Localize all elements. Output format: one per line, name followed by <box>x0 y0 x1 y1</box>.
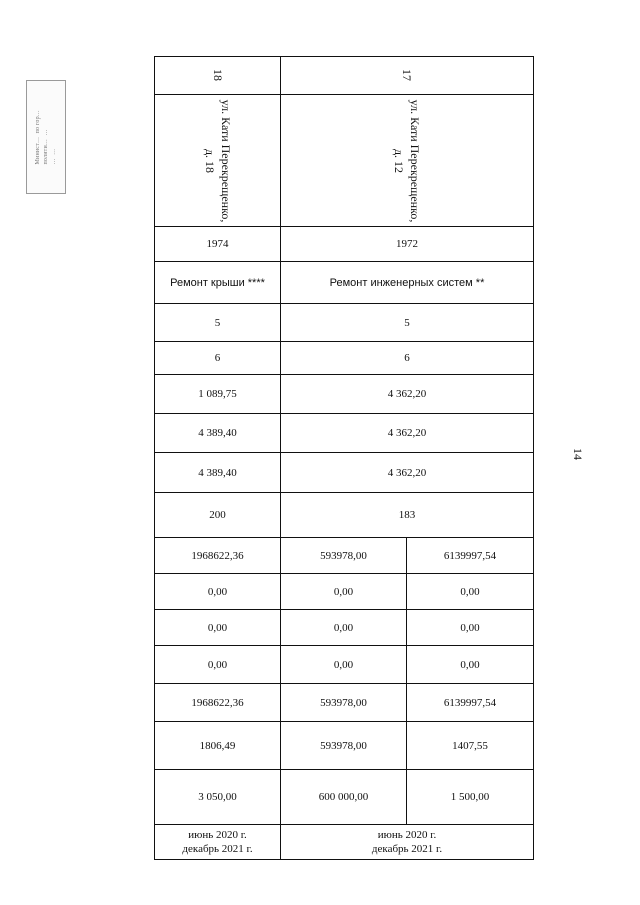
col-header-cell <box>281 57 534 95</box>
table-row <box>155 684 534 722</box>
table-cell: 200 <box>155 493 281 538</box>
address-right: ул. Кати Перекрещенко, д. 12 <box>392 99 422 222</box>
table-cell: 1 500,00 <box>407 770 534 825</box>
table-cell: 4 362,20 <box>281 414 534 453</box>
col-header-right: 17 <box>400 69 414 81</box>
stamp-text: Минист… по гор… полити… … … … <box>35 109 57 165</box>
table-cell: 5 <box>155 304 281 342</box>
table-cell: 593978,00 <box>281 538 407 574</box>
table-cell: 6 <box>281 342 534 375</box>
table-row <box>155 574 534 610</box>
table-cell: 4 389,40 <box>155 414 281 453</box>
year-right: 1972 <box>281 227 534 262</box>
table-cell: 0,00 <box>155 610 281 646</box>
table-cell: 183 <box>281 493 534 538</box>
table-row <box>155 57 534 95</box>
table-cell: 0,00 <box>281 610 407 646</box>
address-cell <box>155 95 281 227</box>
table-row <box>155 304 534 342</box>
address-left: ул. Кати Перекрещенко, д. 18 <box>202 99 233 222</box>
table-cell: 0,00 <box>155 574 281 610</box>
work-type-left: Ремонт крыши **** <box>155 262 281 304</box>
table-row <box>155 538 534 574</box>
table-row <box>155 375 534 414</box>
table-row <box>155 646 534 684</box>
table-row <box>155 610 534 646</box>
table-row <box>155 493 534 538</box>
table-cell: 0,00 <box>407 574 534 610</box>
table-row <box>155 825 534 860</box>
table-cell: 1 089,75 <box>155 375 281 414</box>
col-header-left: 18 <box>210 69 225 81</box>
table-cell: 0,00 <box>281 574 407 610</box>
registration-stamp <box>26 80 66 194</box>
table-cell: 0,00 <box>155 646 281 684</box>
period-cell <box>155 825 281 860</box>
table-row <box>155 227 534 262</box>
period-left-end: декабрь 2021 г. <box>182 843 253 855</box>
table-cell: 1407,55 <box>407 722 534 770</box>
address-cell <box>281 95 534 227</box>
table-row <box>155 342 534 375</box>
table-cell: 6139997,54 <box>407 538 534 574</box>
table-cell: 593978,00 <box>281 722 407 770</box>
table-cell: 6139997,54 <box>407 684 534 722</box>
table-row <box>155 262 534 304</box>
period-cell <box>281 825 534 860</box>
col-header-cell <box>155 57 281 95</box>
table-cell: 5 <box>281 304 534 342</box>
table-row <box>155 414 534 453</box>
table-cell: 600 000,00 <box>281 770 407 825</box>
table-row <box>155 722 534 770</box>
period-right-end: декабрь 2021 г. <box>371 843 443 855</box>
period-left-start: июнь 2020 г. <box>188 829 247 841</box>
table-cell: 1806,49 <box>155 722 281 770</box>
table-row <box>155 770 534 825</box>
table-cell: 4 362,20 <box>281 453 534 493</box>
data-table <box>154 56 534 860</box>
table-cell: 4 389,40 <box>155 453 281 493</box>
year-left: 1974 <box>155 227 281 262</box>
table-cell: 3 050,00 <box>155 770 281 825</box>
table-cell: 593978,00 <box>281 684 407 722</box>
table-cell: 6 <box>155 342 281 375</box>
table-cell: 4 362,20 <box>281 375 534 414</box>
table-cell: 0,00 <box>281 646 407 684</box>
table-cell: 0,00 <box>407 646 534 684</box>
table-cell: 1968622,36 <box>155 684 281 722</box>
period-right-start: июнь 2020 г. <box>377 829 437 841</box>
table-cell: 1968622,36 <box>155 538 281 574</box>
table-cell: 0,00 <box>407 610 534 646</box>
table-row <box>155 453 534 493</box>
table-row <box>155 95 534 227</box>
page-number: 14 <box>571 448 586 460</box>
work-type-right: Ремонт инженерных систем ** <box>281 262 534 304</box>
